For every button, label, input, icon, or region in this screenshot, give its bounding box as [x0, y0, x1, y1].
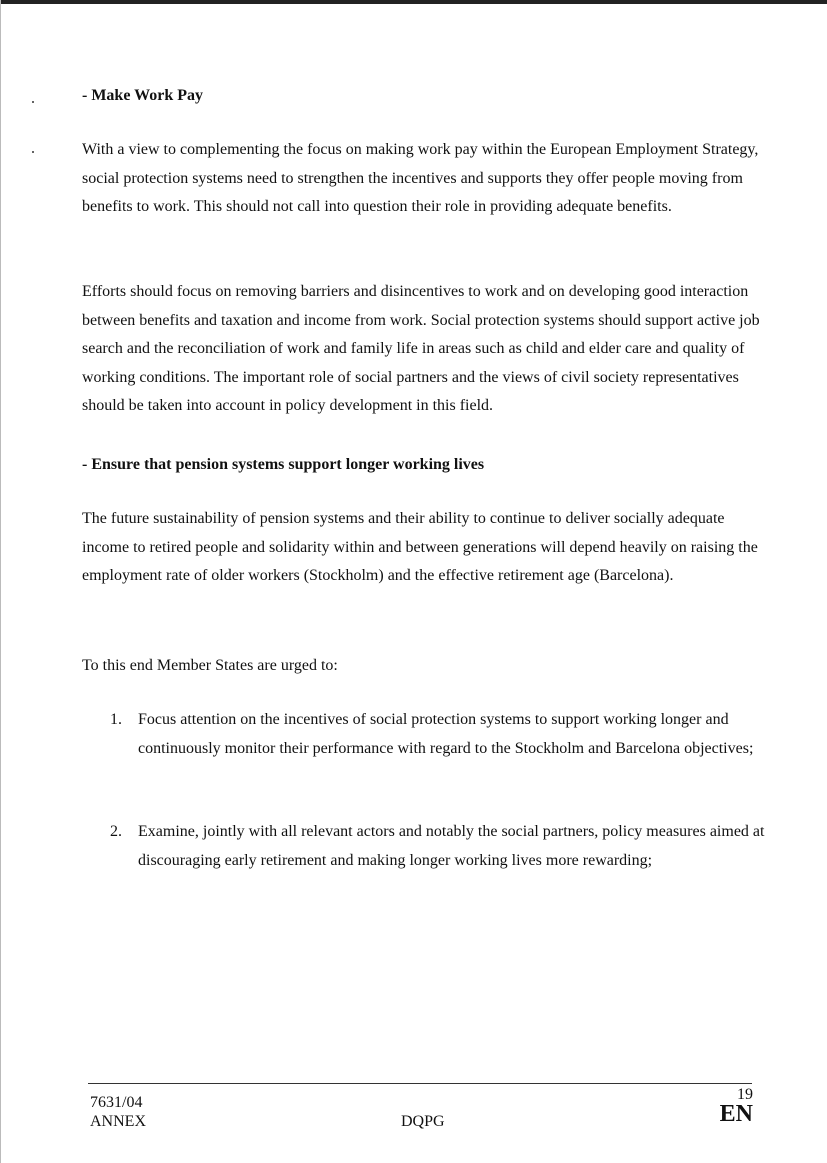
list-item-number: 2.: [110, 823, 122, 840]
footer-doc-number: 7631/04: [90, 1094, 143, 1111]
section-heading-make-work-pay: - Make Work Pay: [82, 87, 204, 104]
scan-speck: [32, 101, 34, 103]
list-item-number: 1.: [110, 711, 122, 728]
section-heading-pensions: - Ensure that pension systems support longer working lives: [82, 456, 485, 473]
footer-annex: ANNEX: [90, 1113, 146, 1130]
list-item-text: Examine, jointly with all relevant actors and notably the social partners, policy measures aimed at discouraging early retirement and making longer working lives more rewarding;: [138, 823, 765, 869]
paragraph-make-work-pay-1: With a view to complementing the focus on making work pay within the European Employment Strategy, social protection systems need to strengthen the incentives and supports they offer people moving from benefits to work. This should not call into question their role in providing adequate benefits.: [82, 141, 759, 215]
paragraph-make-work-pay-2: Efforts should focus on removing barriers and disincentives to work and on developing good interaction between benefits and taxation and income from work. Social protection systems should support active job search and the reconciliation of work and family life in areas such as child and elder care and quality of working conditions. The important role of social partners and the views of civil society representatives should be taken into account in policy development in this field.: [82, 283, 760, 414]
footer-language-code: EN: [719, 1101, 753, 1127]
list-item-text: Focus attention on the incentives of social protection systems to support working longer and continuously monitor their performance with regard to the Stockholm and Barcelona objectives;: [138, 711, 754, 757]
footer-page-number: 19: [737, 1086, 753, 1103]
list-intro: To this end Member States are urged to:: [82, 657, 338, 674]
footer-dept: DQPG: [401, 1113, 445, 1130]
scan-speck: [32, 151, 34, 153]
top-border: [0, 0, 827, 4]
footer-rule: [88, 1083, 752, 1084]
left-border: [0, 0, 1, 1163]
paragraph-pensions: The future sustainability of pension systems and their ability to continue to deliver socially adequate income to retired people and solidarity within and between generations will depend heavily on raising the employment rate of older workers (Stockholm) and the effective retirement age (Barcelona).: [82, 510, 758, 584]
